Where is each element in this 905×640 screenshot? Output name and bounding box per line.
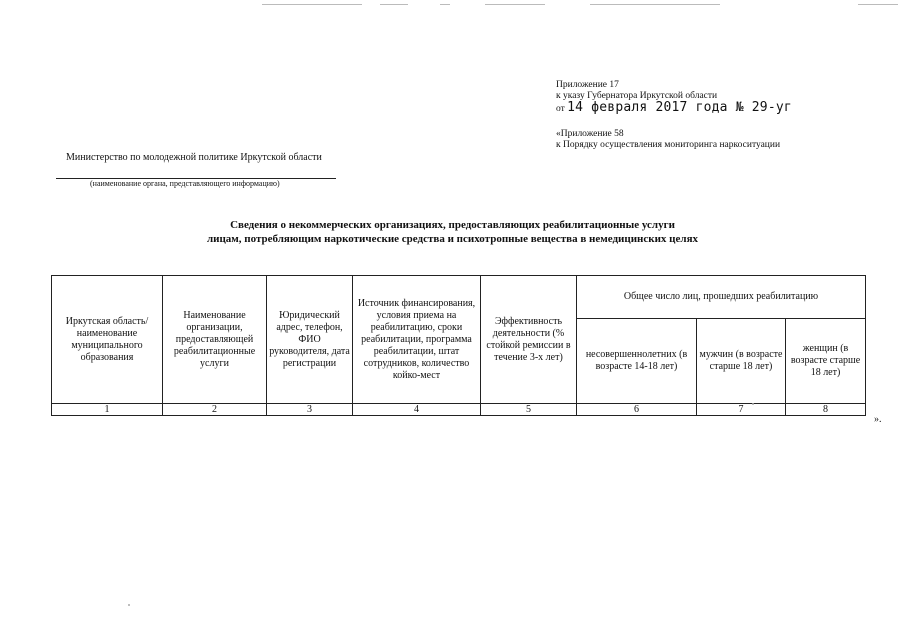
report-table [51,275,866,416]
organization-name: Министерство по молодежной политике Иркутской области [66,152,322,163]
column-number: 6 [577,404,697,416]
header-address: Юридический адрес, телефон, ФИО руководителя, дата регистрации [267,276,353,404]
column-number: 5 [481,404,577,416]
appendix-number: Приложение 17 [556,80,619,90]
header-region: Иркутская область/ наименование муниципального образования [52,276,163,404]
table-row-numbers [52,404,866,416]
column-number: 1 [52,404,163,416]
appendix-block [556,80,792,151]
closing-quote: ». [874,414,882,425]
table-header-row [52,276,866,319]
scan-speck [752,403,754,405]
column-number: 8 [786,404,866,416]
column-number: 2 [163,404,267,416]
column-number: 7 [697,404,786,416]
scan-speck [128,604,130,606]
header-women: женщин (в возрасте старше 18 лет) [786,319,866,404]
appendix-sub-number: «Приложение 58 [556,129,624,139]
title-line-1: Сведения о некоммерческих организациях, предоставляющих реабилитационные услуги [230,219,675,231]
header-rehab-total: Общее число лиц, прошедших реабилитацию [577,276,866,319]
header-effectiveness: Эффективность деятельности (% стойкой ремиссии в течение 3-х лет) [481,276,577,404]
organization-caption: (наименование органа, представляющего информацию) [90,179,280,188]
appendix-date-line [556,102,792,115]
appendix-decree-date: 14 февраля 2017 года № 29-уг [567,100,792,115]
appendix-decree-ref: к указу Губернатора Иркутской области [556,91,718,101]
header-men: мужчин (в возрасте старше 18 лет) [697,319,786,404]
header-organization: Наименование организации, предоставляющей реабилитационные услуги [163,276,267,404]
scan-top-marks [0,2,905,8]
appendix-date-prefix: от [556,104,565,114]
column-number: 3 [267,404,353,416]
column-number: 4 [353,404,481,416]
header-minors: несовершеннолетних (в возрасте 14-18 лет) [577,319,697,404]
header-funding: Источник финансирования, условия приема на реабилитацию, сроки реабилитации, программа реабилитации, штат сотрудников, количество койко-мест [353,276,481,404]
appendix-procedure-ref: к Порядку осуществления мониторинга наркоситуации [556,140,781,150]
document-title [50,219,855,246]
title-line-2: лицам, потребляющим наркотические средства и психотропные вещества в немедицинских целях [206,232,699,245]
